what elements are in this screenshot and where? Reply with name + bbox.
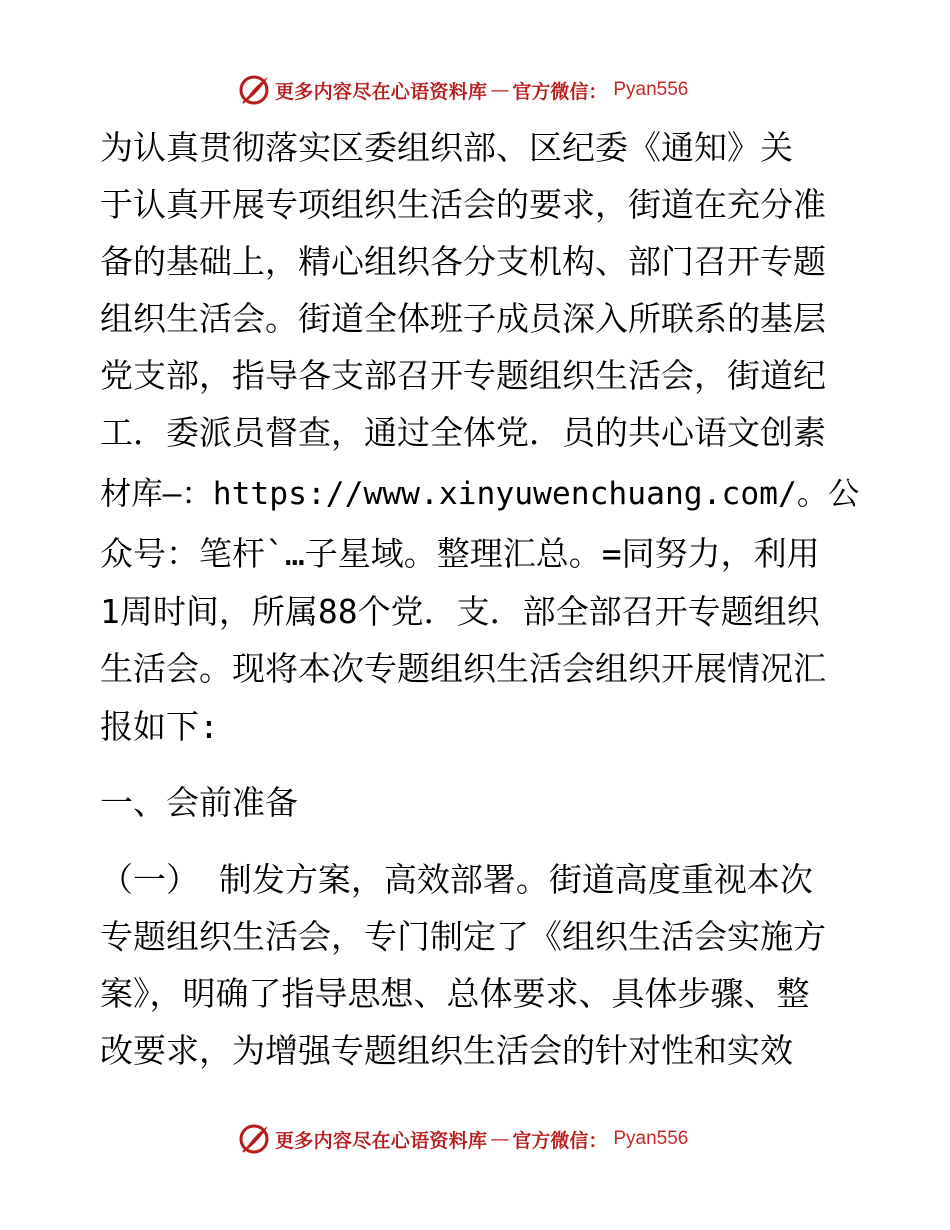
body-line: 工．委派员督查，通过全体党．员的共心语文创素 xyxy=(100,413,826,452)
watermark-main-text: 更多内容尽在心语资料库 xyxy=(275,1129,488,1152)
body-line: 材库—：https://www.xinyuwenchuang.com/。公 xyxy=(100,476,860,512)
watermark-separator: — xyxy=(490,1128,510,1150)
body-line: 为认真贯彻落实区委组织部、区纪委《通知》关 xyxy=(100,128,793,167)
watermark-label: 官方微信： xyxy=(512,80,608,103)
watermark-main-text: 更多内容尽在心语资料库 xyxy=(275,80,488,103)
watermark-banner-top xyxy=(237,73,688,107)
feather-pen-circle-icon xyxy=(237,1122,271,1156)
watermark-banner-bottom xyxy=(237,1122,688,1156)
body-line: 党支部，指导各支部召开专题组织生活会，街道纪 xyxy=(100,356,826,395)
body-line: （一） 制发方案，高效部署。街道高度重视本次 xyxy=(100,860,813,899)
body-line: 备的基础上，精心组织各分支机构、部门召开专题 xyxy=(100,242,826,281)
body-line: 案》，明确了指导思想、总体要求、具体步骤、整 xyxy=(100,974,810,1013)
watermark-label: 官方微信： xyxy=(512,1129,608,1152)
watermark-separator: — xyxy=(490,79,510,101)
body-line: 1周时间，所属88个党．支．部全部召开专题组织 xyxy=(100,592,820,631)
feather-pen-circle-icon xyxy=(237,73,271,107)
body-line: 于认真开展专项组织生活会的要求，街道在充分准 xyxy=(100,185,826,224)
section-heading: 一、会前准备 xyxy=(100,783,298,822)
body-line: 报如下: xyxy=(100,707,219,746)
body-line: 改要求，为增强专题组织生活会的针对性和实效 xyxy=(100,1031,793,1070)
body-line: 生活会。现将本次专题组织生活会组织开展情况汇 xyxy=(100,649,826,688)
watermark-wechat-id: Pyan556 xyxy=(613,1128,689,1149)
watermark-wechat-id: Pyan556 xyxy=(613,79,689,100)
body-line: 众号：笔杆`…子星域。整理汇总。=同努力，利用 xyxy=(100,534,820,573)
body-line: 组织生活会。街道全体班子成员深入所联系的基层 xyxy=(100,299,826,338)
body-line: 专题组织生活会，专门制定了《组织生活会实施方 xyxy=(100,917,826,956)
